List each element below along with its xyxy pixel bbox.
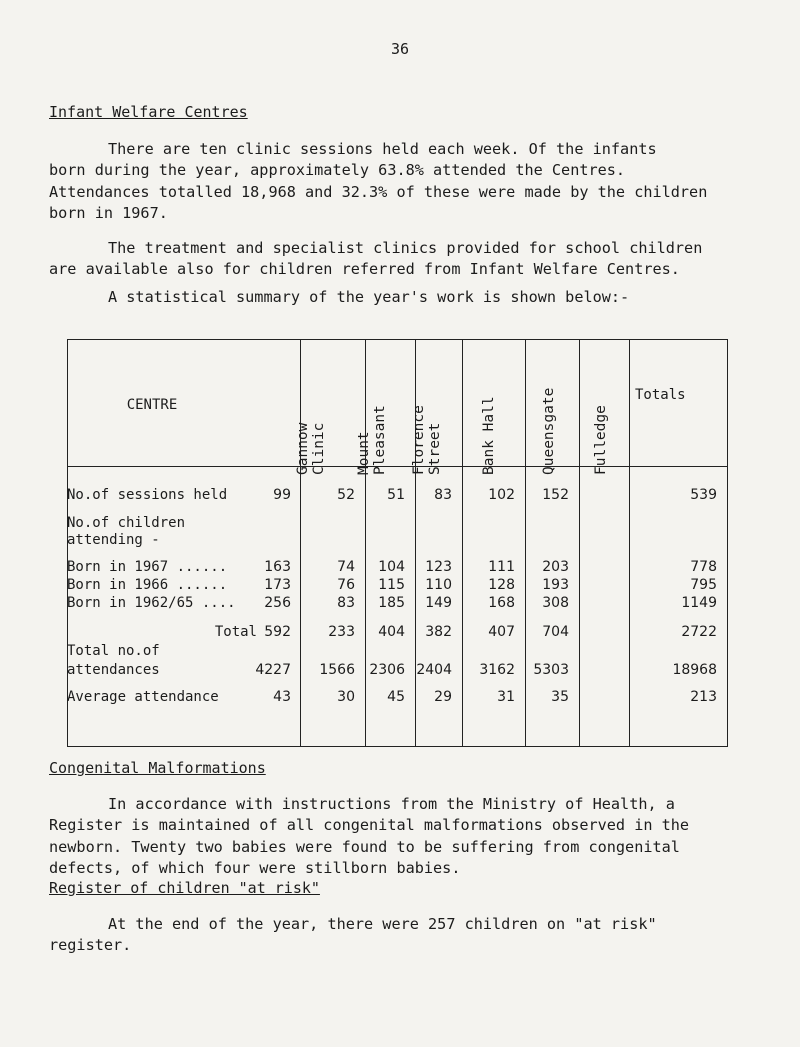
table-cell-fulledge: 203 xyxy=(542,559,569,575)
column-header-mount-pleasant: Mount Pleasant xyxy=(356,405,388,475)
row-label-sessions: No.of sessions held xyxy=(67,487,228,503)
text-line: In accordance with instructions from the Ministry of Health, a xyxy=(108,795,675,813)
table-cell-fulledge: 5303 xyxy=(533,662,569,678)
text-line: A statistical summary of the year's work is shown below:- xyxy=(108,288,630,306)
table-cell-gannow: 4227 xyxy=(255,662,291,678)
table-cell-florence-street: 185 xyxy=(378,595,405,611)
text-line: There are ten clinic sessions held each week. Of the infants xyxy=(108,140,657,158)
row-label-attendances: attendances xyxy=(67,662,160,678)
column-header-gannow: Gannow Clinic xyxy=(295,422,327,475)
paragraph-congenital-malformations xyxy=(49,794,749,879)
page-number: 36 xyxy=(390,40,410,58)
table-cell-queensgate: 102 xyxy=(488,487,515,503)
table-cell-gannow: 43 xyxy=(273,689,291,705)
table-cell-queensgate: 3162 xyxy=(479,662,515,678)
table-cell-fulledge: 308 xyxy=(542,595,569,611)
table-cell-gannow: 256 xyxy=(264,595,291,611)
table-cell-florence-street: 45 xyxy=(387,689,405,705)
column-divider xyxy=(415,339,416,747)
column-divider xyxy=(300,339,301,747)
table-cell-queensgate: 31 xyxy=(497,689,515,705)
column-header-fulledge: Fulledge xyxy=(593,405,609,475)
table-cell-queensgate: 111 xyxy=(488,559,515,575)
text-line: are available also for children referred from Infant Welfare Centres. xyxy=(49,260,680,279)
column-divider xyxy=(462,339,463,747)
table-cell-queensgate: 168 xyxy=(488,595,515,611)
text-line: At the end of the year, there were 257 children on "at risk" xyxy=(108,915,657,933)
column-divider xyxy=(579,339,580,747)
row-label-total: Total xyxy=(214,624,257,640)
column-header-totals: Totals xyxy=(635,387,686,403)
row-label-born-1966: Born in 1966 ...... xyxy=(67,577,228,593)
table-cell-bank-hall: 382 xyxy=(425,624,452,640)
column-header-florence-street: Florence Street xyxy=(411,405,443,475)
column-divider xyxy=(629,339,630,747)
paragraph-summary-intro xyxy=(49,287,749,308)
table-cell-totals: 539 xyxy=(690,487,717,503)
text-line: Register is maintained of all congenital malformations observed in the xyxy=(49,816,690,835)
table-cell-bank-hall: 83 xyxy=(434,487,452,503)
table-cell-mount-pleasant: 1566 xyxy=(319,662,355,678)
row-label-total-no-of: Total no.of xyxy=(67,643,160,659)
row-label-children: No.of children xyxy=(67,515,186,531)
text-line: Attendances totalled 18,968 and 32.3% of these were made by the children xyxy=(49,182,708,201)
table-cell-totals: 1149 xyxy=(681,595,717,611)
paragraph-treatment-clinics xyxy=(49,238,749,281)
table-cell-totals: 18968 xyxy=(672,662,717,678)
table-cell-florence-street: 104 xyxy=(378,559,405,575)
table-cell-mount-pleasant: 74 xyxy=(337,559,355,575)
row-label-born-1967: Born in 1967 ...... xyxy=(67,559,228,575)
table-cell-mount-pleasant: 76 xyxy=(337,577,355,593)
table-cell-florence-street: 51 xyxy=(387,487,405,503)
table-cell-gannow: 592 xyxy=(264,624,291,640)
column-divider xyxy=(365,339,366,747)
table-cell-mount-pleasant: 30 xyxy=(337,689,355,705)
table-cell-totals: 778 xyxy=(690,559,717,575)
table-cell-gannow: 173 xyxy=(264,577,291,593)
column-header-centre: CENTRE xyxy=(126,397,178,413)
table-cell-mount-pleasant: 83 xyxy=(337,595,355,611)
table-cell-bank-hall: 2404 xyxy=(416,662,452,678)
text-line: born in 1967. xyxy=(49,203,168,222)
table-cell-mount-pleasant: 233 xyxy=(328,624,355,640)
section-heading-at-risk-register: Register of children "at risk" xyxy=(49,879,320,897)
text-line: The treatment and specialist clinics provided for school children xyxy=(108,239,703,257)
table-cell-totals: 213 xyxy=(690,689,717,705)
section-heading-infant-welfare: Infant Welfare Centres xyxy=(49,103,248,121)
text-line: defects, of which four were stillborn babies. xyxy=(49,858,461,877)
row-label-born-1962-65: Born in 1962/65 .... xyxy=(67,595,236,611)
paragraph-at-risk-register xyxy=(49,914,749,957)
text-line: register. xyxy=(49,936,132,955)
text-line: born during the year, approximately 63.8% attended the Centres. xyxy=(49,161,626,180)
row-label-average-attendance: Average attendance xyxy=(67,689,219,705)
table-cell-totals: 2722 xyxy=(681,624,717,640)
table-cell-mount-pleasant: 52 xyxy=(337,487,355,503)
table-cell-bank-hall: 123 xyxy=(425,559,452,575)
table-cell-fulledge: 704 xyxy=(542,624,569,640)
table-cell-florence-street: 115 xyxy=(378,577,405,593)
row-label-attending: attending - xyxy=(67,532,160,548)
table-cell-fulledge: 152 xyxy=(542,487,569,503)
section-heading-congenital-malformations: Congenital Malformations xyxy=(49,759,266,777)
table-cell-fulledge: 193 xyxy=(542,577,569,593)
text-line: newborn. Twenty two babies were found to be suffering from congenital xyxy=(49,837,680,856)
table-cell-queensgate: 407 xyxy=(488,624,515,640)
table-cell-florence-street: 2306 xyxy=(369,662,405,678)
statistics-table xyxy=(67,339,728,747)
table-cell-fulledge: 35 xyxy=(551,689,569,705)
column-header-bank-hall: Bank Hall xyxy=(481,396,497,475)
table-cell-queensgate: 128 xyxy=(488,577,515,593)
column-divider xyxy=(525,339,526,747)
table-cell-bank-hall: 149 xyxy=(425,595,452,611)
table-border-right xyxy=(727,339,728,747)
table-cell-gannow: 99 xyxy=(273,487,291,503)
table-cell-gannow: 163 xyxy=(264,559,291,575)
table-cell-totals: 795 xyxy=(690,577,717,593)
column-header-queensgate: Queensgate xyxy=(541,387,557,475)
paragraph-infant-welfare-intro xyxy=(49,139,749,224)
table-cell-bank-hall: 29 xyxy=(434,689,452,705)
table-cell-bank-hall: 110 xyxy=(425,577,452,593)
table-cell-florence-street: 404 xyxy=(378,624,405,640)
